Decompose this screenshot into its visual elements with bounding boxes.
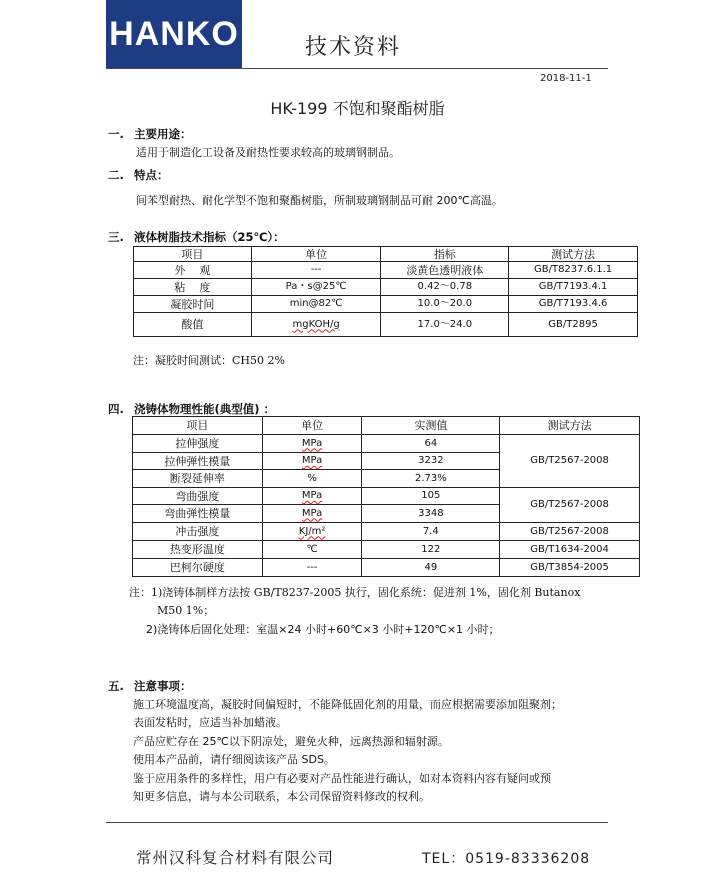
section-2-heading	[108, 167, 169, 183]
unit-text: MPa	[301, 455, 323, 466]
table-row	[134, 262, 638, 279]
section-title: 主要用途：	[134, 127, 192, 141]
cell-item: 拉伸弹性模量	[133, 453, 263, 470]
cell-value: 105	[362, 488, 500, 505]
cell-unit	[262, 488, 362, 505]
col-header: 单位	[251, 247, 381, 262]
table-row	[134, 296, 638, 313]
resin-spec-table	[133, 246, 638, 337]
cell-value: 3232	[362, 453, 500, 470]
table-row	[133, 559, 640, 577]
hanko-logo: HANKO	[106, 0, 242, 68]
col-header: 测试方法	[500, 417, 640, 435]
section-4-note-1: 注：1)浇铸体制样方法按 GB/T8237-2005 执行，固化系统：促进剂 1%，固化剂 Butanox	[129, 586, 581, 599]
cell-value: 3348	[362, 505, 500, 523]
unit-text: MPa	[301, 437, 323, 449]
cell-unit: %	[262, 470, 362, 488]
cell-item: 弯曲弹性模量	[133, 505, 263, 523]
casting-properties-table	[132, 416, 640, 577]
cell-value: 49	[362, 559, 500, 577]
cell-item: 凝胶时间	[134, 296, 252, 313]
cell-method: GB/T7193.4.1	[509, 279, 638, 296]
table-row	[133, 435, 640, 453]
cell-method: GB/T3854-2005	[500, 559, 640, 577]
cell-spec: 17.0～24.0	[381, 313, 509, 337]
col-header: 实测值	[362, 417, 500, 435]
cell-item: 热变形温度	[133, 541, 263, 559]
section-4-note-1-cont: M50 1%；	[157, 604, 215, 617]
notice-line: 表面发粘时，应适当补加蜡液。	[133, 716, 287, 729]
section-title: 注意事项：	[134, 679, 192, 693]
section-3-heading	[108, 229, 285, 245]
notice-line: 使用本产品前，请仔细阅读该产品 SDS。	[133, 753, 335, 766]
cell-unit: ℃	[262, 541, 362, 559]
section-1-heading	[108, 126, 192, 142]
section-number: 二.	[108, 168, 124, 182]
col-header: 项目	[134, 247, 252, 262]
section-title: 浇铸体物理性能(典型值) ：	[134, 402, 276, 416]
unit-text: mgKOH/g	[292, 318, 340, 330]
doc-title: 技术资料	[305, 35, 402, 60]
company-name: 常州汉科复合材料有限公司	[136, 849, 335, 867]
cell-method: GB/T1634-2004	[500, 541, 640, 559]
unit-text: KJ/m²	[298, 525, 326, 537]
section-1-text: 适用于制造化工设备及耐热性要求较高的玻璃钢制品。	[136, 146, 400, 159]
notice-line: 施工环境温度高，凝胶时间偏短时，不能降低固化剂的用量，而应根据需要添加阻聚剂；	[133, 698, 562, 711]
product-title: HK-199 不饱和聚酯树脂	[270, 99, 445, 118]
section-number: 四.	[108, 402, 124, 416]
cell-method: GB/T2567-2008	[500, 435, 640, 488]
section-number: 一.	[108, 127, 124, 141]
cell-unit	[251, 313, 381, 337]
section-2-text: 间苯型耐热、耐化学型不饱和聚酯树脂，所制玻璃钢制品可耐 200℃高温。	[136, 194, 503, 207]
cell-unit	[262, 453, 362, 470]
notice-line: 鉴于应用条件的多样性，用户有必要对产品性能进行确认，如对本资料内容有疑问或预	[133, 772, 551, 785]
header-divider	[106, 68, 608, 69]
cell-value: 2.73%	[362, 470, 500, 488]
section-number: 五.	[108, 679, 124, 693]
cell-item: 拉伸强度	[133, 435, 263, 453]
cell-item: 弯曲强度	[133, 488, 263, 505]
cell-value: 122	[362, 541, 500, 559]
section-title: 特点：	[134, 168, 169, 182]
unit-text: MPa	[301, 490, 323, 501]
cell-method: GB/T2567-2008	[500, 523, 640, 541]
cell-spec: 0.42～0.78	[381, 279, 509, 296]
company-tel: TEL：0519-83336208	[422, 851, 591, 867]
section-3-note: 注：凝胶时间测试：CH50 2%	[133, 354, 285, 367]
cell-unit	[262, 435, 362, 453]
cell-unit: ---	[251, 262, 381, 279]
cell-unit	[262, 523, 362, 541]
cell-method: GB/T2567-2008	[500, 488, 640, 523]
unit-text: MPa	[301, 507, 323, 519]
cell-item: 冲击强度	[133, 523, 263, 541]
cell-item: 粘 度	[134, 279, 252, 296]
table-row	[133, 523, 640, 541]
table-row	[133, 541, 640, 559]
cell-item: 断裂延伸率	[133, 470, 263, 488]
notice-line: 产品应贮存在 25℃以下阴凉处，避免火种，远离热源和辐射源。	[133, 735, 449, 748]
cell-unit: Pa・s@25℃	[251, 279, 381, 296]
section-number: 三.	[108, 230, 124, 244]
table-header-row	[133, 417, 640, 435]
col-header: 项目	[133, 417, 263, 435]
cell-unit: ---	[262, 559, 362, 577]
cell-method: GB/T7193.4.6	[509, 296, 638, 313]
cell-item: 外 观	[134, 262, 252, 279]
cell-method: GB/T2895	[509, 313, 638, 337]
col-header: 测试方法	[509, 247, 638, 262]
cell-unit	[262, 505, 362, 523]
cell-method: GB/T8237.6.1.1	[509, 262, 638, 279]
table-row	[133, 488, 640, 505]
table-row	[134, 313, 638, 337]
cell-item: 巴柯尔硬度	[133, 559, 263, 577]
col-header: 单位	[262, 417, 362, 435]
section-title: 液体树脂技术指标（25℃）：	[134, 230, 285, 244]
cell-item: 酸值	[134, 313, 252, 337]
section-4-note-2: 2)浇铸体后固化处理：室温×24 小时+60℃×3 小时+120℃×1 小时；	[146, 623, 500, 636]
footer-divider	[106, 822, 608, 823]
cell-value: 7.4	[362, 523, 500, 541]
table-header-row	[134, 247, 638, 262]
section-5-heading	[108, 678, 192, 694]
cell-unit: min@82℃	[251, 296, 381, 313]
doc-date: 2018-11-1	[540, 73, 592, 84]
col-header: 指标	[381, 247, 509, 262]
notice-line: 知更多信息，请与本公司联系，本公司保留资料修改的权利。	[133, 790, 430, 803]
section-4-heading	[108, 401, 275, 417]
cell-spec: 10.0～20.0	[381, 296, 509, 313]
table-row	[134, 279, 638, 296]
cell-value: 64	[362, 435, 500, 453]
cell-spec: 淡黄色透明液体	[381, 262, 509, 279]
